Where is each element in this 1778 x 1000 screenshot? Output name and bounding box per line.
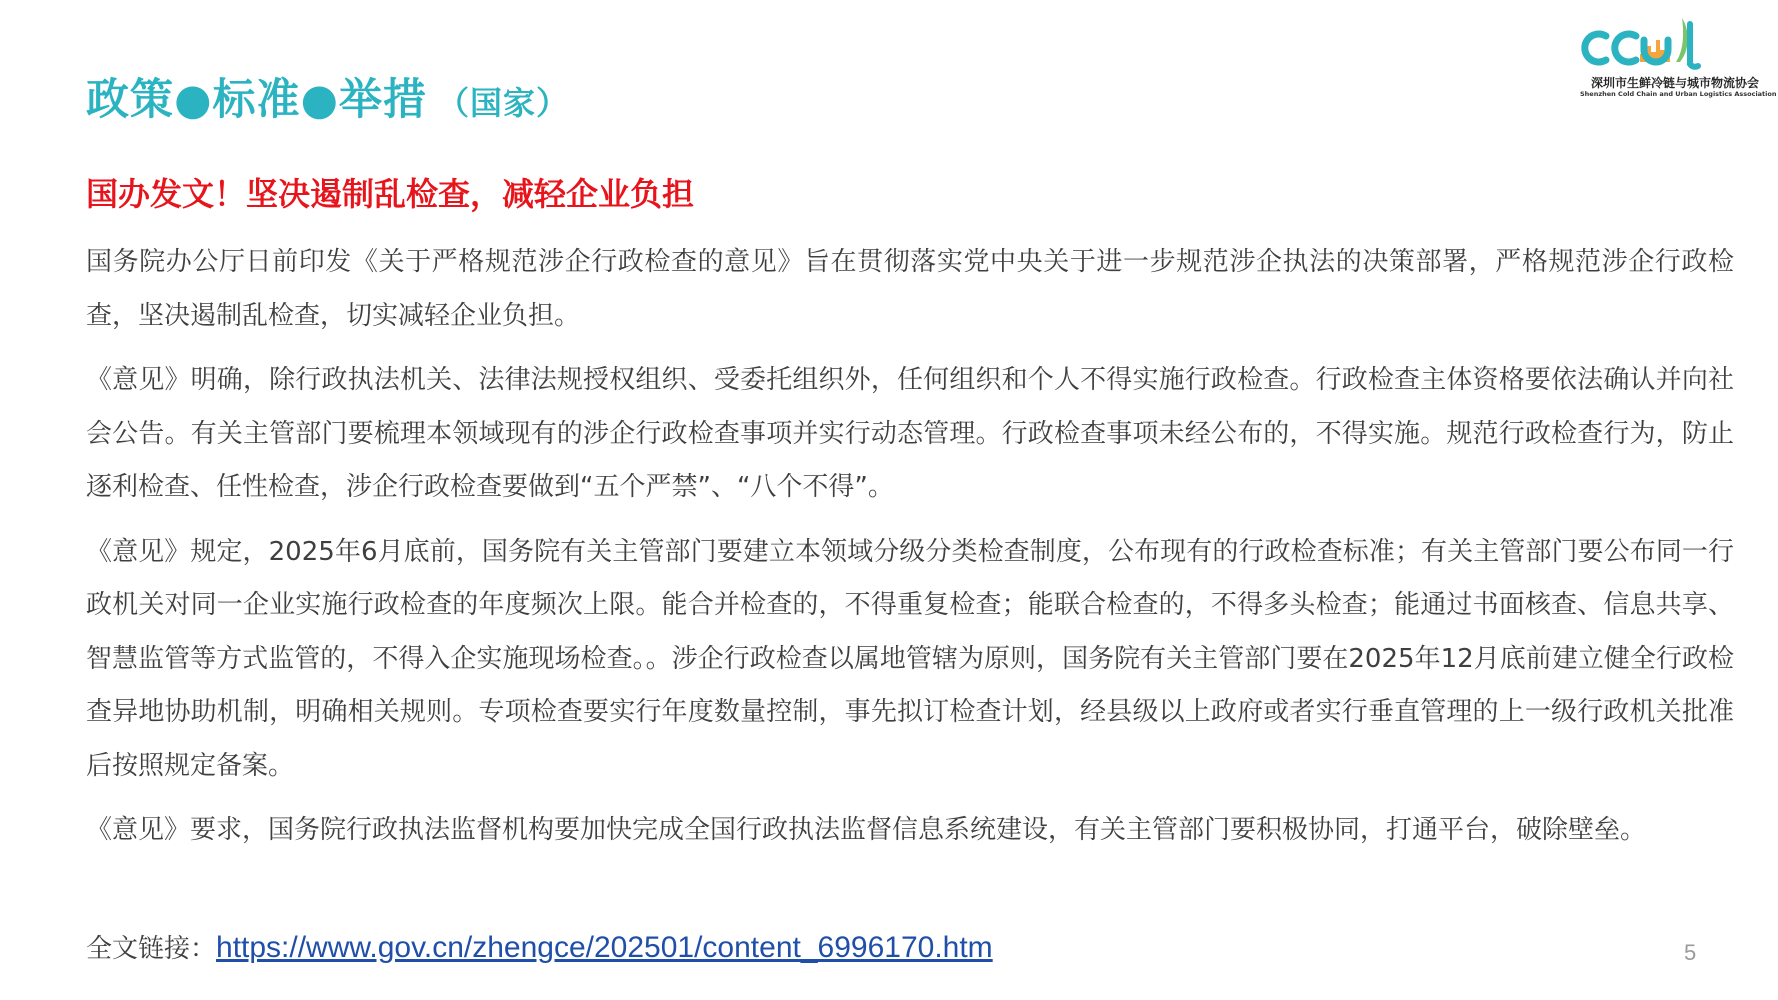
full-text-link-line	[86, 928, 993, 969]
logo-name-en: Shenzhen Cold Chain and Urban Logistics Association	[1580, 90, 1777, 98]
page-number: 5	[1684, 940, 1697, 965]
page-title	[86, 72, 569, 131]
article-paragraph-3: 《意见》规定，2025年6月底前，国务院有关主管部门要建立本领域分级分类检查制度，公布现有的行政检查标准；有关主管部门要公布同一行政机关对同一企业实施行政检查的年度频次上限。能合并检查的，不得重复检查；能联合检查的，不得多头检查；能通过书面核查、信息共享、智慧监管等方式监管的，不得入企实施现场检查。。涉企行政检查以属地管辖为原则，国务院有关主管部门要在2025年12月底前建立健全行政检查异地协助机制，明确相关规则。专项检查要实行年度数量控制，事先拟订检查计划，经县级以上政府或者实行垂直管理的上一级行政机关批准后按照规定备案。	[86, 536, 1734, 781]
full-text-link-label: 全文链接：	[86, 934, 217, 964]
article-headline: 国办发文！坚决遏制乱检查，减轻企业负担	[86, 175, 695, 213]
logo-swoosh-icon	[1676, 18, 1688, 62]
page-title-sub: （国家）	[437, 84, 570, 122]
logo-letter-c1	[1585, 34, 1606, 62]
full-text-link[interactable]: https://www.gov.cn/zhengce/202501/content_6996170.htm	[216, 931, 993, 964]
logo-letter-l	[1690, 24, 1698, 67]
page-title-main: 政策●标准●举措	[86, 75, 428, 125]
article-paragraph-4: 《意见》要求，国务院行政执法监督机构要加快完成全国行政执法监督信息系统建设，有关主管部门要积极协同，打通平台，破除壁垒。	[86, 815, 1647, 845]
article-paragraph-2: 《意见》明确，除行政执法机关、法律法规授权组织、受委托组织外，任何组织和个人不得实施行政检查。行政检查主体资格要依法确认并向社会公告。有关主管部门要梳理本领域现有的涉企行政检查事项并实行动态管理。行政检查事项未经公布的，不得实施。规范行政检查行为，防止逐利检查、任性检查，涉企行政检查要做到“五个严禁”、“八个不得”。	[86, 365, 1734, 502]
article-body	[86, 236, 1734, 869]
article-paragraph-1: 国务院办公厅日前印发《关于严格规范涉企行政检查的意见》旨在贯彻落实党中央关于进一步规范涉企执法的决策部署，严格规范涉企行政检查，坚决遏制乱检查，切实减轻企业负担。	[86, 247, 1734, 331]
logo-letter-c2	[1615, 34, 1636, 62]
logo-name-cn: 深圳市生鲜冷链与城市物流协会	[1590, 76, 1759, 90]
